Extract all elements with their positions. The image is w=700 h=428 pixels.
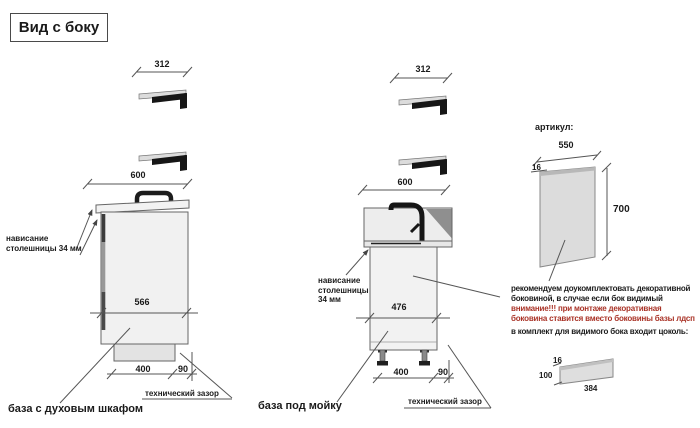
artikul-label: артикул: bbox=[535, 122, 574, 132]
dim-left-top-width: 312 bbox=[154, 59, 170, 69]
dim-panel-height: 700 bbox=[613, 204, 630, 215]
dim-plinth-height: 100 bbox=[539, 371, 553, 380]
note-line: в комплект для видимого бока входит цоколь: bbox=[511, 327, 689, 336]
oven-cabinet-drawing bbox=[96, 193, 189, 361]
note-line-warning: боковина ставится вместо боковины базы лдсп bbox=[511, 314, 695, 323]
tech-gap-label-mid: технический зазор bbox=[408, 397, 482, 406]
dim-panel-thickness: 16 bbox=[532, 163, 541, 172]
dim-mid-plinth: 400 bbox=[393, 367, 409, 377]
oven-base-label: база с духовым шкафом bbox=[8, 403, 143, 415]
recommendation-note bbox=[511, 284, 695, 337]
dim-left-depth: 566 bbox=[134, 297, 150, 307]
sink-cabinet-drawing bbox=[364, 205, 452, 366]
dim-mid-gap: 90 bbox=[437, 367, 449, 377]
dim-mid-top-width: 312 bbox=[415, 64, 431, 74]
dim-left-plinth: 400 bbox=[135, 364, 151, 374]
adjustable-leg-icon bbox=[377, 350, 388, 366]
note-line-warning: внимание!!! при монтаже декоративная bbox=[511, 304, 662, 313]
dim-left-gap: 90 bbox=[177, 364, 189, 374]
tech-gap-label-left: технический зазор bbox=[145, 389, 219, 398]
dim-left-counter: 600 bbox=[130, 170, 146, 180]
dim-mid-counter: 600 bbox=[397, 177, 413, 187]
dim-panel-width: 550 bbox=[558, 140, 574, 150]
overhang-label-mid: нависание столешницы 34 мм bbox=[318, 276, 369, 304]
view-title: Вид с боку bbox=[10, 13, 108, 42]
adjustable-leg-icon bbox=[419, 350, 430, 366]
dim-mid-depth: 476 bbox=[391, 302, 407, 312]
note-line: рекомендуем доукомплектовать декоративной bbox=[511, 284, 691, 293]
dim-plinth-length: 384 bbox=[584, 384, 598, 393]
sink-base-label: база под мойку bbox=[258, 400, 342, 412]
countertop-profile-icons bbox=[139, 90, 447, 175]
note-line: боковиной, в случае если бок видимый bbox=[511, 294, 663, 303]
plinth-panel-drawing bbox=[560, 359, 613, 384]
dim-plinth-thickness: 16 bbox=[553, 356, 562, 365]
overhang-label-left: нависание столешницы 34 мм bbox=[6, 234, 82, 253]
side-panel-drawing bbox=[540, 167, 595, 267]
